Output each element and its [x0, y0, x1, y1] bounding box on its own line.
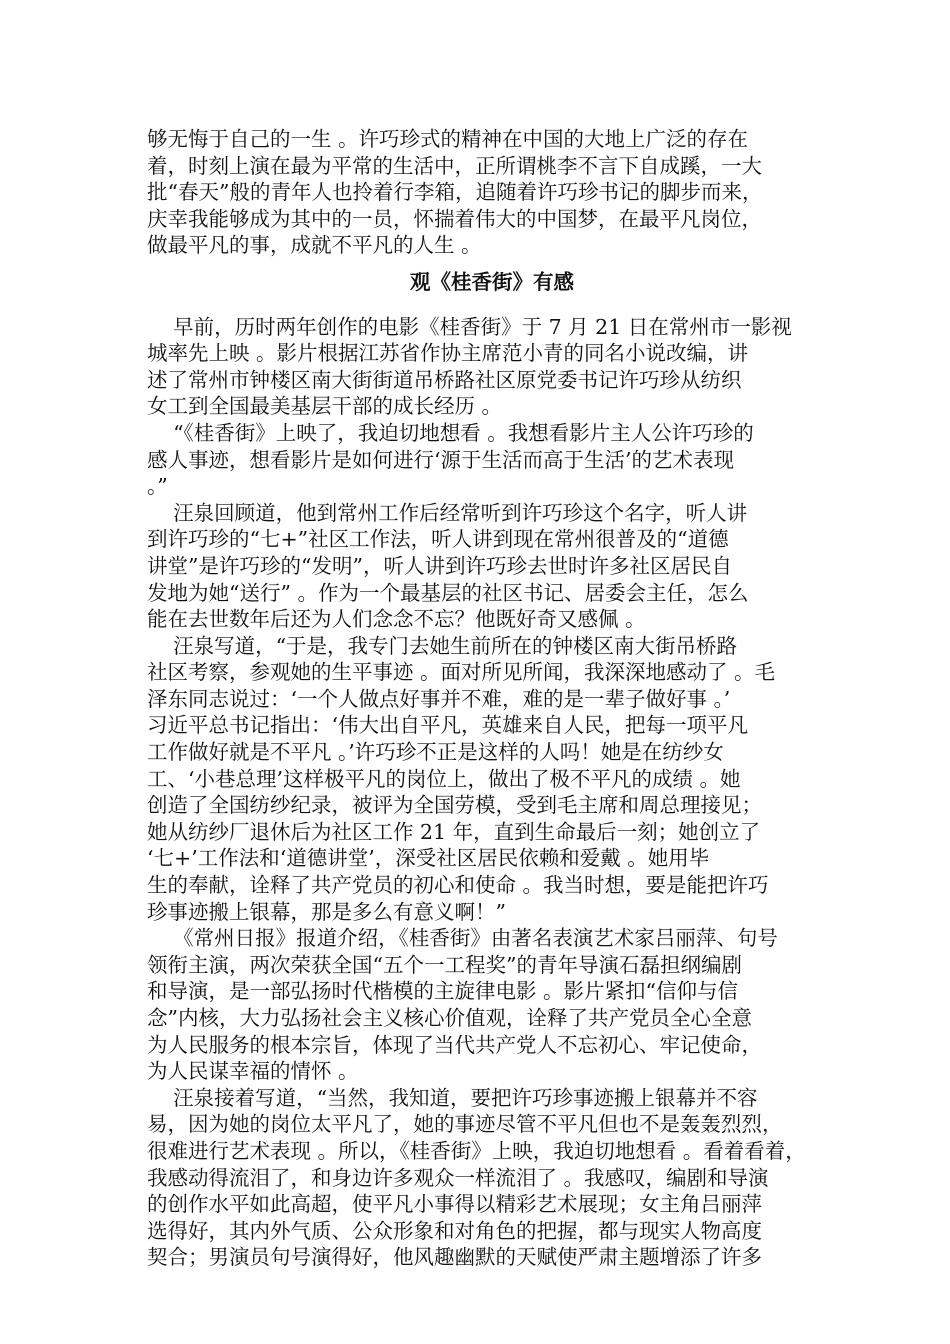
text-line: “《桂香街》上映了，我迫切地想看 。我想看影片主人公许巧珍的	[147, 420, 754, 445]
text-line: ‘七+’工作法和‘道德讲堂’，深受社区居民依赖和爱戴 。她用毕	[147, 846, 710, 871]
text-line: 女工到全国最美基层干部的成长经历 。	[147, 394, 503, 419]
text-line: 感人事迹，想看影片是如何进行‘源于生活而高于生活’的艺术表现	[147, 447, 735, 472]
text-line: 汪泉写道，“于是，我专门去她生前所在的钟楼区南大街吊桥路	[147, 633, 738, 658]
text-line: 为人民服务的根本宗旨，体现了当代共产党人不忘初心、牢记使命，	[147, 1032, 762, 1057]
text-line: 讲堂”是许巧珍的“发明”，听人讲到许巧珍去世时许多社区居民自	[147, 553, 732, 578]
intro-paragraph	[147, 126, 837, 259]
text-line: 易，因为她的岗位太平凡了，她的事迹尽管不平凡但也不是轰轰烈烈，	[147, 1112, 783, 1137]
text-line: 领衔主演，两次荣获全国“五个一工程奖”的青年导演石磊担纲编剧	[147, 952, 742, 977]
text-line: 着，时刻上演在最为平常的生活中，正所谓桃李不言下自成蹊，一大	[147, 153, 762, 178]
text-line: 《常州日报》报道介绍，《桂香街》由著名表演艺术家吕丽萍、句号	[147, 926, 778, 951]
article-title: 观《桂香街》有感	[410, 269, 574, 294]
text-line: 庆幸我能够成为其中的一员，怀揣着伟大的中国梦，在最平凡岗位，	[147, 206, 762, 231]
text-line: 泽东同志说过：‘一个人做点好事并不难，难的是一辈子做好事 。’	[147, 686, 731, 711]
text-line: 选得好，其内外气质、公众形象和对角色的把握，都与现实人物高度	[147, 1218, 762, 1243]
text-line: 工、‘小巷总理’这样极平凡的岗位上，做出了极不平凡的成绩 。她	[147, 766, 741, 791]
text-line: 很难进行艺术表现 。所以，《桂香街》上映，我迫切地想看 。看着看着，	[147, 1138, 806, 1163]
text-line: 够无悔于自己的一生 。许巧珍式的精神在中国的大地上广泛的存在	[147, 127, 749, 151]
text-line: 发地为她“送行” 。作为一个最基层的社区书记、居委会主任，怎么	[147, 580, 749, 605]
text-line: 我感动得流泪了，和身边许多观众一样流泪了 。我感叹，编剧和导演	[147, 1165, 769, 1190]
text-line: 为人民谋幸福的情怀 。	[147, 1059, 359, 1084]
text-line: 她从纺纱厂退休后为社区工作 21 年，直到生命最后一刻；她创立了	[147, 819, 761, 844]
text-line: 珍事迹搬上银幕，那是多么有意义啊！”	[147, 899, 506, 924]
text-line: 工作做好就是不平凡 。’许巧珍不正是这样的人吗！她是在纺纱女	[147, 740, 724, 765]
text-line: 批“春天”般的青年人也拎着行李箱，追随着许巧珍书记的脚步而来，	[147, 180, 763, 205]
text-line: 能在去世数年后还为人们念念不忘？他既好奇又感佩 。	[147, 607, 646, 632]
text-line: 念”内核，大力弘扬社会主义核心价值观，诠释了共产党员全心全意	[147, 1006, 752, 1030]
text-line: 到许巧珍的“七+”社区工作法，听人讲到现在常州很普及的“道德	[147, 527, 729, 552]
text-line: 创造了全国纺纱纪录，被评为全国劳模，受到毛主席和周总理接见；	[147, 793, 762, 818]
text-line: 生的奉献，诠释了共产党员的初心和使命 。我当时想，要是能把许巧	[147, 873, 769, 898]
text-line: 习近平总书记指出：‘伟大出自平凡，英雄来自人民，把每一项平凡	[147, 713, 749, 738]
document-page	[147, 126, 837, 1271]
text-line: 。”	[147, 474, 168, 499]
text-line: 和导演，是一部弘扬时代楷模的主旋律电影 。影片紧扣“信仰与信	[147, 979, 738, 1004]
text-line: 做最平凡的事，成就不平凡的人生 。	[147, 233, 482, 258]
text-line: 契合；男演员句号演得好，他风趣幽默的天赋使严肃主题增添了许多	[147, 1245, 762, 1270]
text-line: 述了常州市钟楼区南大街街道吊桥路社区原党委书记许巧珍从纺织	[147, 367, 742, 392]
text-line: 早前，历时两年创作的电影《桂香街》于 7 月 21 日在常州市一影视	[147, 314, 792, 339]
text-line: 城率先上映 。影片根据江苏省作协主席范小青的同名小说改编，讲	[147, 341, 749, 366]
text-line: 的创作水平如此高超，使平凡小事得以精彩艺术展现；女主角吕丽萍	[147, 1192, 762, 1217]
text-line: 汪泉接着写道，“当然，我知道，要把许巧珍事迹搬上银幕并不容	[147, 1085, 758, 1110]
text-line: 汪泉回顾道，他到常州工作后经常听到许巧珍这个名字，听人讲	[147, 500, 748, 525]
text-line: 社区考察，参观她的生平事迹 。面对所见所闻，我深深地感动了 。毛	[147, 660, 776, 685]
article-body	[147, 314, 837, 1271]
